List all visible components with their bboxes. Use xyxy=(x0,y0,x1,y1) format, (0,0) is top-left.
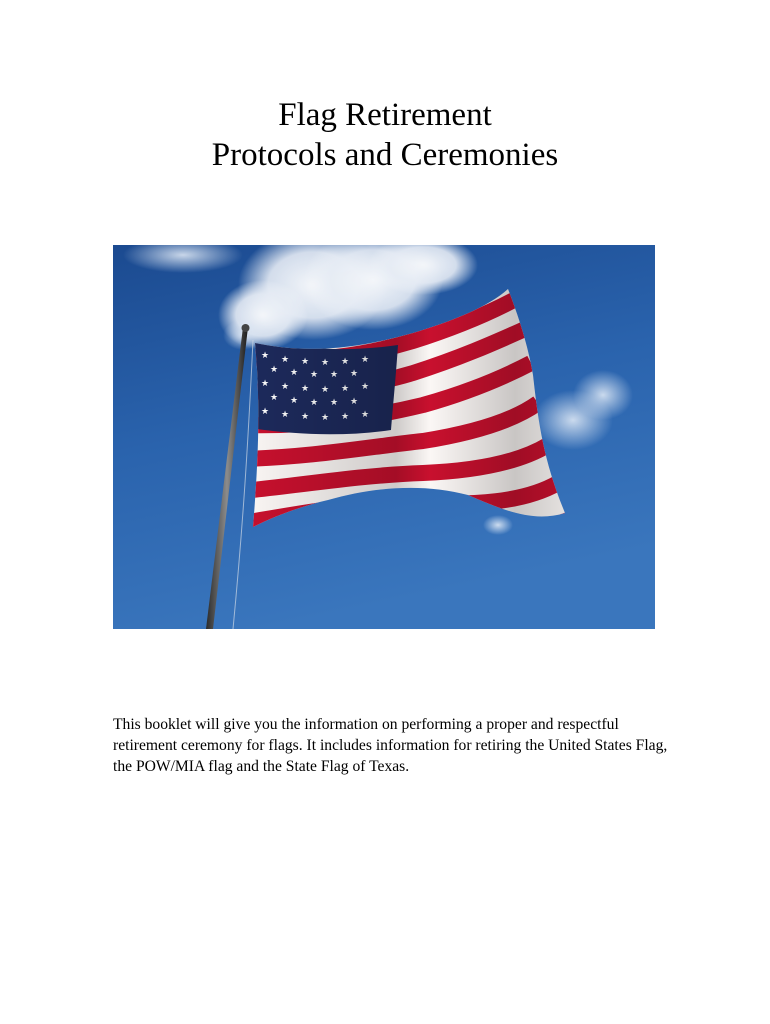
title-line-2: Protocols and Ceremonies xyxy=(211,137,559,173)
page-title xyxy=(0,95,770,175)
flag-photo xyxy=(113,245,655,629)
title-line-1: Flag Retirement xyxy=(278,97,492,133)
intro-paragraph: This booklet will give you the information on performing a proper and respectful retirement ceremony for flags. It includes information for retiring the United States Flag, the POW/MIA flag and the State Flag of Texas. xyxy=(113,716,668,775)
